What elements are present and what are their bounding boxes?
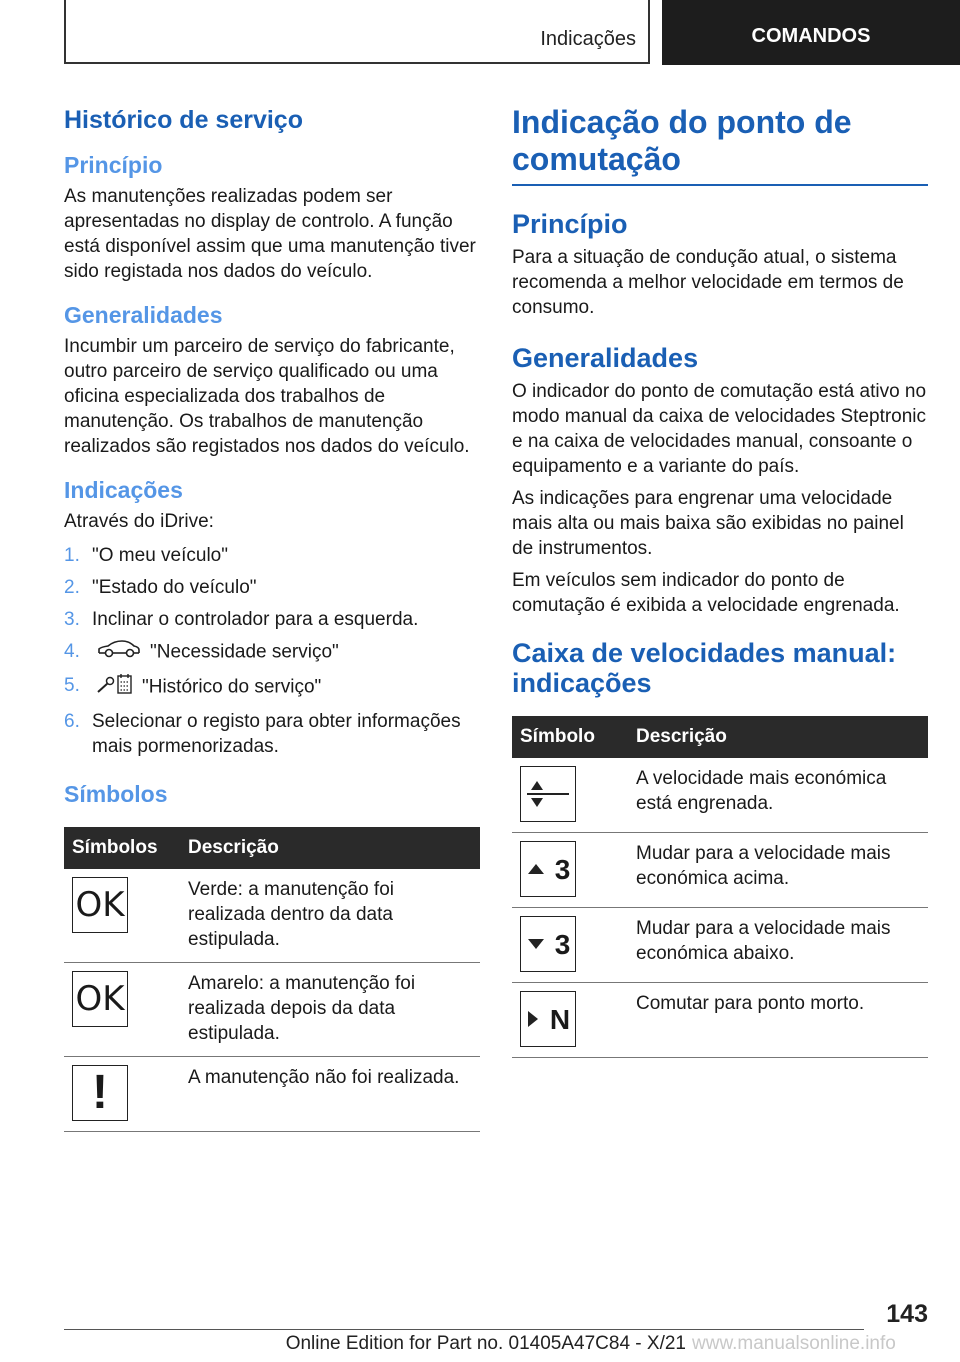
step-text: Selecionar o registo para obter informações mais pormenorizadas. — [92, 711, 461, 757]
exclamation-icon — [72, 1065, 128, 1121]
list-item — [64, 639, 480, 666]
symbol-description: A manutenção não foi realizada. — [180, 1057, 480, 1132]
symbol-description: Comutar para ponto morto. — [628, 983, 928, 1058]
indicacoes-intro: Através do iDrive: — [64, 511, 214, 532]
neutral-icon — [520, 991, 576, 1047]
ok-icon — [72, 971, 128, 1027]
shift-up-icon — [520, 841, 576, 897]
table-header-symbol: Símbolo — [512, 716, 628, 758]
table-header-description: Descrição — [180, 827, 480, 869]
header-rule-middle — [648, 0, 650, 64]
page-number: 143 — [886, 1300, 928, 1328]
simbolos-heading: Símbolos — [64, 781, 168, 807]
table-header-description: Descrição — [628, 716, 928, 758]
car-icon — [96, 639, 142, 666]
right-principio-heading: Princípio — [512, 209, 628, 239]
watermark: www.manualsonline.info — [692, 1333, 896, 1354]
step-number: 2. — [64, 577, 80, 598]
right-column — [512, 104, 928, 1058]
ok-icon — [72, 877, 128, 933]
idrive-steps-list — [64, 543, 480, 759]
symbol-description: Verde: a manutenção foi realizada dentro da data estipulada. — [180, 869, 480, 963]
table-header-symbols: Símbolos — [64, 827, 180, 869]
gear-symbols-table — [512, 716, 928, 1058]
step-number: 4. — [64, 641, 80, 662]
left-principio-heading: Princípio — [64, 152, 163, 178]
table-row — [512, 908, 928, 983]
optimal-gear-icon — [520, 766, 576, 822]
footer-rule — [64, 1329, 864, 1330]
symbol-description: Amarelo: a manutenção foi realizada depois da data estipulada. — [180, 963, 480, 1057]
chapter-label: COMANDOS — [751, 25, 871, 47]
table-row — [64, 1057, 480, 1132]
right-generalidades-text-3: Em veículos sem indicador do ponto de comutação é exibida a velocidade engrenada. — [512, 570, 900, 616]
header-rule-bottom — [64, 62, 650, 64]
step-number: 5. — [64, 675, 80, 696]
header-rule-left — [64, 0, 66, 64]
table-row — [64, 963, 480, 1057]
symbol-text: OK — [75, 884, 125, 925]
step-number: 1. — [64, 545, 80, 566]
left-generalidades-heading: Generalidades — [64, 302, 223, 328]
shift-down-icon — [520, 916, 576, 972]
symbol-description: Mudar para a velocidade mais económica abaixo. — [628, 908, 928, 983]
list-item — [64, 575, 480, 600]
service-symbols-table — [64, 827, 480, 1132]
left-generalidades-text: Incumbir um parceiro de serviço do fabricante, outro parceiro de serviço qualificado ou uma oficina especializada dos trabalhos de manutenção. Os trabalhos de manutenção realizados são registados nos dados do veículo. — [64, 336, 470, 457]
indicacoes-heading: Indicações — [64, 477, 183, 503]
right-principio-text: Para a situação de condução atual, o sistema recomenda a melhor velocidade em termos de consumo. — [512, 247, 904, 318]
right-generalidades-text-2: As indicações para engrenar uma velocidade mais alta ou mais baixa são exibidas no painel de instrumentos. — [512, 488, 904, 559]
list-item — [64, 673, 480, 702]
service-history-title: Histórico de serviço — [64, 106, 303, 134]
shift-point-title: Indicação do ponto de comutação — [512, 104, 928, 186]
symbol-text: N — [549, 1003, 571, 1035]
step-text: Inclinar o controlador para a esquerda. — [92, 609, 419, 630]
step-text: "Histórico do serviço" — [142, 676, 322, 698]
symbol-text: ! — [92, 1066, 108, 1119]
symbol-description: A velocidade mais económica está engrenada. — [628, 758, 928, 833]
symbol-text: 3 — [554, 928, 571, 960]
left-column — [64, 100, 480, 1132]
symbol-text: OK — [75, 978, 125, 1019]
footer-edition: Online Edition for Part no. 01405A47C84 - X/21 — [285, 1333, 686, 1354]
header-chapter-tab — [662, 0, 960, 65]
table-row — [512, 758, 928, 833]
step-number: 3. — [64, 609, 80, 630]
header-section-label: Indicações — [540, 28, 636, 50]
manual-gearbox-heading: Caixa de velocidades manual: indicações — [512, 638, 897, 698]
left-principio-text: As manutenções realizadas podem ser apresentadas no display de controlo. A função está disponível assim que uma manutenção tiver sido registada nos dados do veículo. — [64, 186, 476, 282]
symbol-description: Mudar para a velocidade mais económica acima. — [628, 833, 928, 908]
table-row — [512, 833, 928, 908]
step-text: "Estado do veículo" — [92, 577, 257, 598]
step-text: "Necessidade serviço" — [150, 641, 339, 663]
service-history-icon — [96, 673, 134, 702]
right-generalidades-text-1: O indicador do ponto de comutação está ativo no modo manual da caixa de velocidades Steptronic e na caixa de velocidades manual, consoante o equipamento e a variante do país. — [512, 381, 927, 477]
symbol-text: 3 — [554, 853, 571, 885]
list-item — [64, 709, 480, 759]
list-item — [64, 543, 480, 568]
step-text: "O meu veículo" — [92, 545, 228, 566]
step-number: 6. — [64, 711, 80, 732]
table-row — [512, 983, 928, 1058]
table-row — [64, 869, 480, 963]
list-item — [64, 607, 480, 632]
right-generalidades-heading: Generalidades — [512, 343, 699, 373]
